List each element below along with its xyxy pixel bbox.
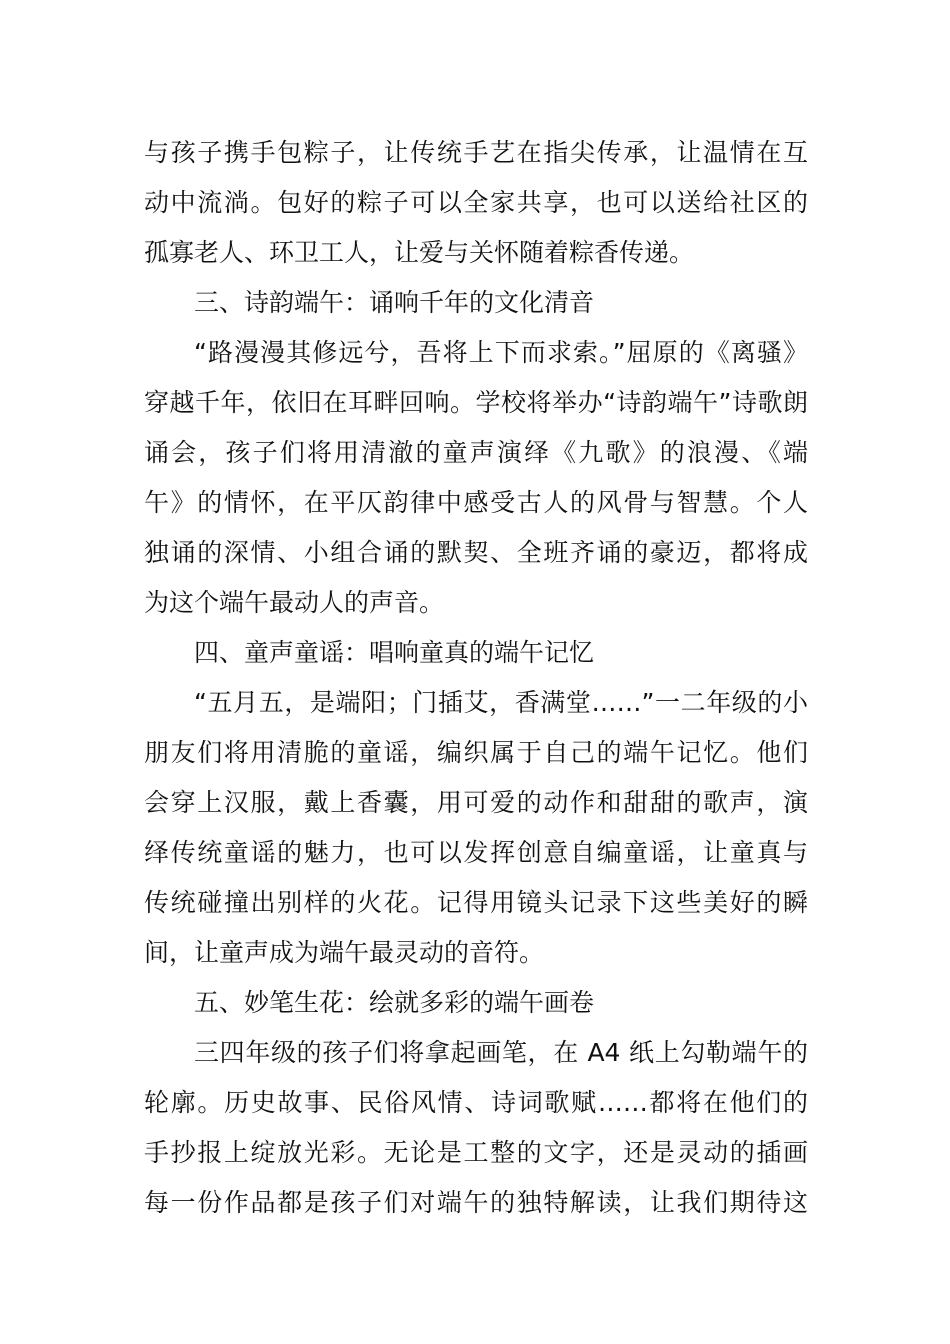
document-page <box>144 128 808 1228</box>
text-line: 间，让童声成为端午最灵动的音符。 <box>144 938 545 967</box>
text-line: 轮廓。历史故事、民俗风情、诗词歌赋……都将在他们的 <box>144 1088 808 1117</box>
text-line: 传统碰撞出别样的火花。记得用镜头记录下这些美好的瞬 <box>144 888 808 917</box>
section-heading: 四、童声童谣：唱响童真的端午记忆 <box>194 638 595 667</box>
section-heading: 三、诗韵端午：诵响千年的文化清音 <box>194 288 595 317</box>
text-line: 午》的情怀，在平仄韵律中感受古人的风骨与智慧。个人 <box>144 488 808 517</box>
text-line: 与孩子携手包粽子，让传统手艺在指尖传承，让温情在互 <box>144 138 808 167</box>
text-line: 为这个端午最动人的声音。 <box>144 588 445 617</box>
text-line: 独诵的深情、小组合诵的默契、全班齐诵的豪迈，都将成 <box>144 538 808 567</box>
text-line: 会穿上汉服，戴上香囊，用可爱的动作和甜甜的歌声，演 <box>144 788 808 817</box>
text-line: 朋友们将用清脆的童谣，编织属于自己的端午记忆。他们 <box>144 738 808 767</box>
text-line: “五月五，是端阳；门插艾，香满堂……”一二年级的小 <box>194 688 808 717</box>
text-line: 穿越千年，依旧在耳畔回响。学校将举办“诗韵端午”诗歌朗 <box>144 388 808 417</box>
text-line: 诵会，孩子们将用清澈的童声演绎《九歌》的浪漫、《端 <box>144 438 808 467</box>
text-line: 动中流淌。包好的粽子可以全家共享，也可以送给社区的 <box>144 188 808 217</box>
text-line: 绎传统童谣的魅力，也可以发挥创意自编童谣，让童真与 <box>144 838 808 867</box>
text-line: “路漫漫其修远兮，吾将上下而求索。”屈原的《离骚》 <box>194 338 808 367</box>
text-line: 孤寡老人、环卫工人，让爱与关怀随着粽香传递。 <box>144 238 695 267</box>
text-line: 每一份作品都是孩子们对端午的独特解读，让我们期待这 <box>144 1188 808 1217</box>
text-line: 三四年级的孩子们将拿起画笔，在 A4 纸上勾勒端午的 <box>194 1038 808 1067</box>
section-heading: 五、妙笔生花：绘就多彩的端午画卷 <box>194 988 595 1017</box>
text-line: 手抄报上绽放光彩。无论是工整的文字，还是灵动的插画 <box>144 1138 808 1167</box>
